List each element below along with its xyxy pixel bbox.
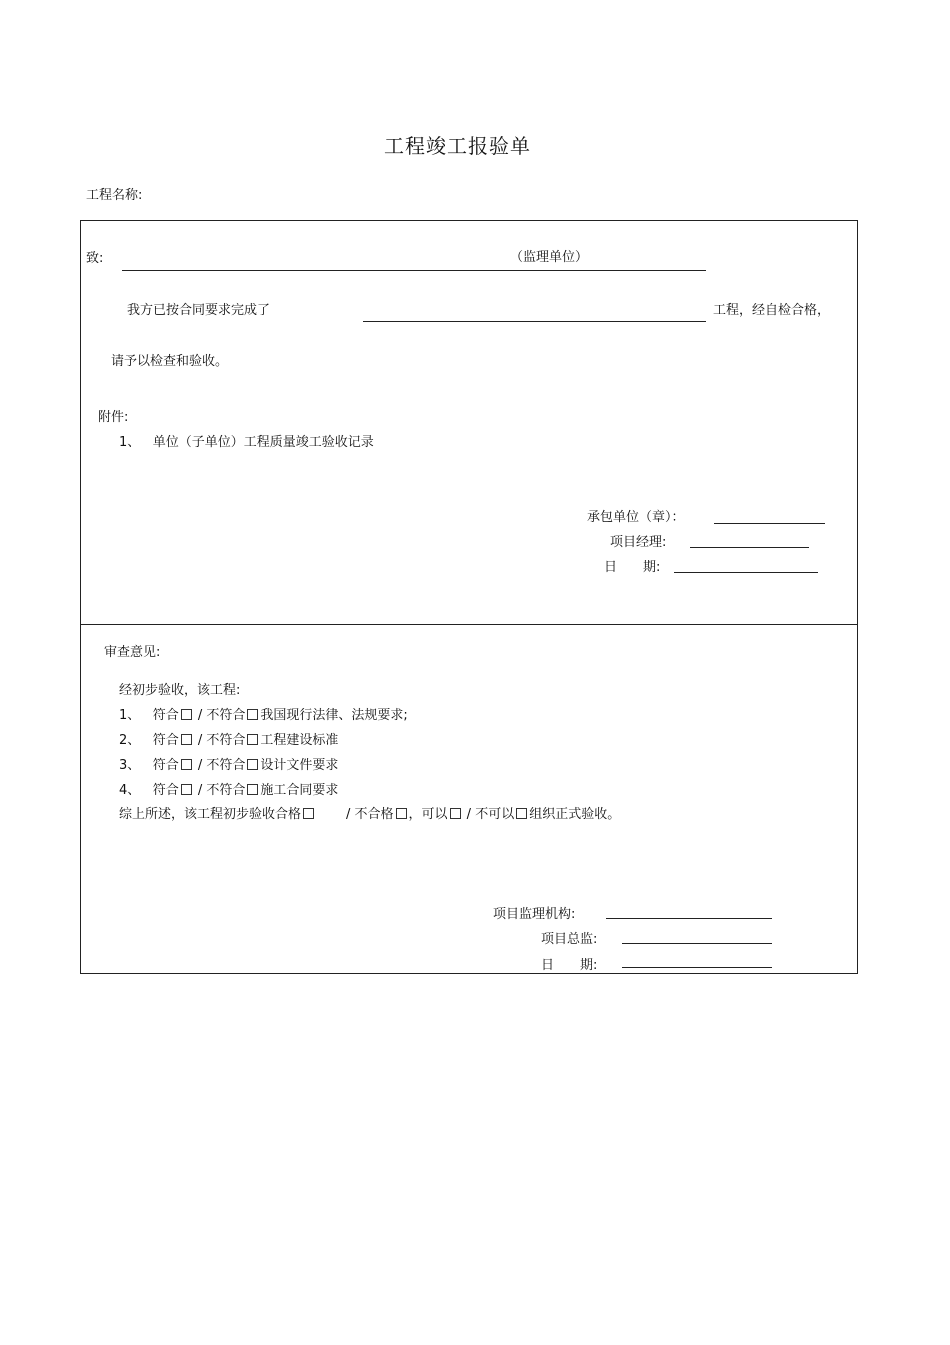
fail-label: / 不符合: [193, 783, 246, 798]
project-manager-label: 项目经理:: [610, 535, 667, 550]
pass-label: 符合: [152, 758, 179, 773]
pass-checkbox[interactable]: [181, 734, 192, 745]
form-box: [80, 220, 858, 974]
fail-checkbox[interactable]: [247, 709, 258, 720]
review-item-text: 施工合同要求: [260, 783, 339, 798]
contractor-date-label: 日 期:: [604, 560, 661, 575]
fail-label: / 不符合: [193, 733, 246, 748]
request-inspection: 请予以检查和验收。: [111, 354, 229, 369]
summary-unqualified-label: / 不合格: [346, 807, 394, 822]
to-field-line[interactable]: [122, 270, 706, 271]
unqualified-checkbox[interactable]: [396, 808, 407, 819]
chief-supervisor-line[interactable]: [622, 943, 772, 944]
pass-checkbox[interactable]: [181, 759, 192, 770]
supervision-org-label: 项目监理机构:: [493, 907, 576, 922]
attachment-text: 单位（子单位）工程质量竣工验收记录: [152, 435, 374, 450]
pass-checkbox[interactable]: [181, 709, 192, 720]
to-label: 致:: [86, 251, 104, 266]
can-checkbox[interactable]: [450, 808, 461, 819]
review-intro: 经初步验收，该工程:: [119, 683, 241, 698]
fail-label: / 不符合: [193, 708, 246, 723]
summary-end-text: 组织正式验收。: [529, 807, 621, 822]
review-summary: [119, 803, 620, 822]
review-item: [119, 779, 338, 798]
cannot-checkbox[interactable]: [516, 808, 527, 819]
fail-checkbox[interactable]: [247, 734, 258, 745]
attachments-label: 附件:: [98, 410, 129, 425]
qualified-checkbox[interactable]: [303, 808, 314, 819]
review-item-number: 2、: [119, 733, 141, 748]
review-item-number: 4、: [119, 783, 141, 798]
summary-cannot-label: / 不可以: [462, 807, 515, 822]
pass-label: 符合: [152, 708, 179, 723]
attachment-number: 1、: [119, 435, 141, 450]
fail-checkbox[interactable]: [247, 759, 258, 770]
pass-label: 符合: [152, 733, 179, 748]
project-field-line[interactable]: [363, 321, 706, 322]
supervision-date-label: 日 期:: [541, 958, 598, 973]
review-item: [119, 729, 338, 748]
review-item-number: 3、: [119, 758, 141, 773]
contractor-unit-line[interactable]: [714, 523, 825, 524]
pass-checkbox[interactable]: [181, 784, 192, 795]
attachment-item: [119, 431, 374, 450]
review-item-number: 1、: [119, 708, 141, 723]
completion-suffix: 工程，经自检合格，: [713, 303, 831, 318]
project-name-label: 工程名称:: [86, 188, 143, 203]
completion-prefix: 我方已按合同要求完成了: [127, 303, 271, 318]
supervision-org-line[interactable]: [606, 918, 772, 919]
review-item-text: 设计文件要求: [260, 758, 339, 773]
review-item-text: 工程建设标准: [260, 733, 339, 748]
fail-checkbox[interactable]: [247, 784, 258, 795]
pass-label: 符合: [152, 783, 179, 798]
review-item-text: 我国现行法律、法规要求;: [260, 708, 408, 723]
review-item: [119, 704, 408, 723]
review-item: [119, 754, 338, 773]
page-title: 工程竣工报验单: [384, 134, 531, 158]
contractor-date-line[interactable]: [674, 572, 818, 573]
section-divider: [80, 624, 857, 625]
chief-supervisor-label: 项目总监:: [541, 932, 598, 947]
fail-label: / 不符合: [193, 758, 246, 773]
summary-can-label: ，可以: [408, 807, 448, 822]
review-label: 审查意见:: [104, 645, 161, 660]
contractor-unit-label: 承包单位（章）：: [587, 510, 685, 525]
supervision-date-line[interactable]: [622, 967, 772, 968]
supervisor-unit-label: （监理单位）: [510, 250, 589, 265]
project-manager-line[interactable]: [690, 547, 809, 548]
summary-qualified-label: 综上所述，该工程初步验收合格: [119, 807, 302, 822]
